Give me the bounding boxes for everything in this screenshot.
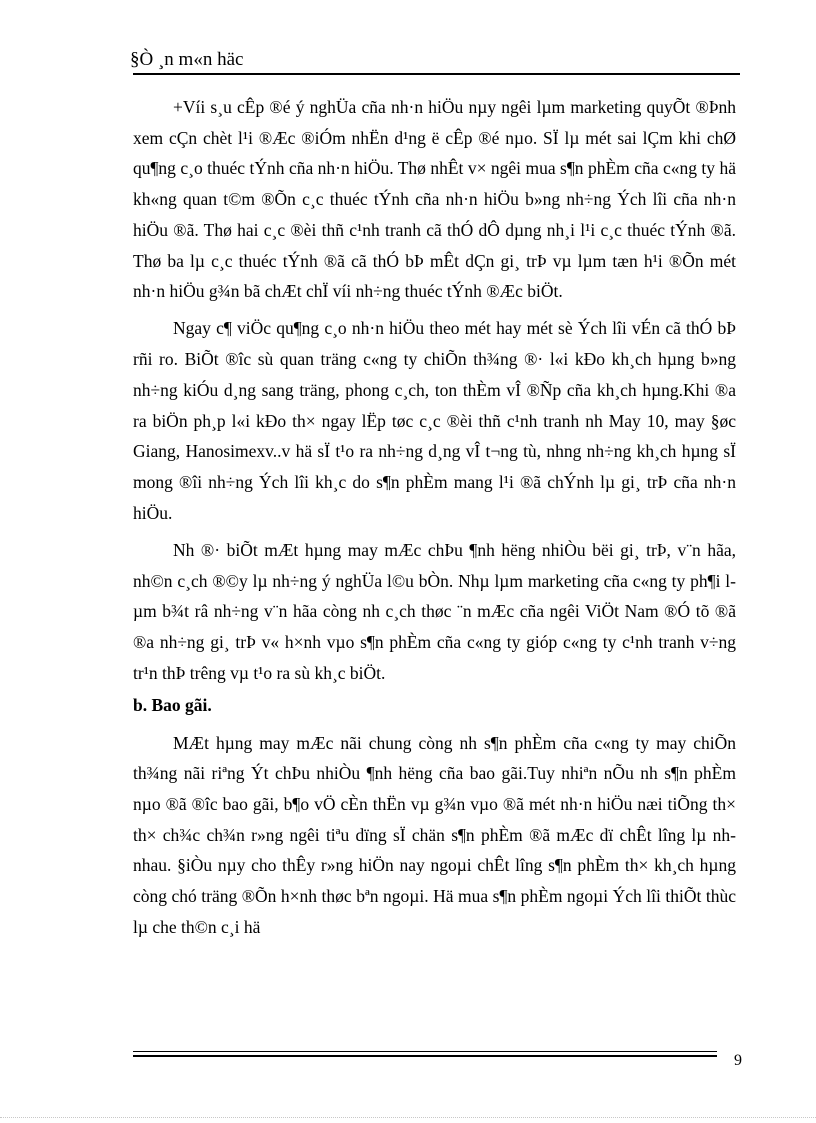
- page-number: 9: [734, 1052, 742, 1069]
- paragraph-1: +Víi s¸u cÊp ®é ý nghÜa cña nh·n hiÖu nµy ngêi lµm marketing quyÕt ®Þnh xem cÇn chèt l¹i ®Æc ®iÓm nhËn d¹ng ë cÊp ®é nµo. SÏ lµ mét sai lÇm khi chØ qu¶ng c¸o thuéc tÝnh cña nh·n hiÖu. Thø nhÊt v× ngêi mua s¶n phÈm cña c«ng ty hä kh«ng quan t©m ®Õn c¸c thuéc tÝnh cña nh·n hiÖu b»ng nh÷ng Ých lîi cña nh·n hiÖu ®ã. Thø hai c¸c ®èi thñ c¹nh tranh cã thÓ dÔ dµng nh¸i l¹i c¸c thuéc tÝnh ®ã. Thø ba lµ c¸c thuéc tÝnh ®ã cã thÓ bÞ mÊt dÇn gi¸ trÞ vµ lµm tæn h¹i ®Õn mét nh·n hiÖu g¾n bã chÆt chÏ víi nh÷ng thuéc tÝnh ®Æc biÖt.: [133, 97, 736, 302]
- document-body: [133, 92, 736, 942]
- page-edge-dotted-line: [0, 1117, 816, 1118]
- footer-divider-thick: [133, 1055, 717, 1057]
- paragraph-2: Ngay c¶ viÖc qu¶ng c¸o nh·n hiÖu theo mét hay mét sè Ých lîi vÉn cã thÓ bÞ rñi ro. BiÕt ®îc sù quan träng c«ng ty chiÕn th¾ng ®· l«i kÐo kh¸ch hµng b»ng nh÷ng kiÓu d¸ng sang träng, phong c¸ch, ton thÈm vÎ ®Ñp cña kh¸ch hµng.Khi ®a ra biÖn ph¸p l«i kÐo th× ngay lËp tøc c¸c ®èi thñ c¹nh tranh nh May 10, may §øc Giang, Hanosimexv..v hä sÏ t¹o ra nh÷ng d¸ng vÎ t¬ng tù, nhng nh÷ng kh¸ch hµng sÏ mong ®îi nh÷ng Ých lîi kh¸c do s¶n phÈm mang l¹i ®ã chÝnh lµ gi¸ trÞ cña nh·n hiÖu.: [133, 318, 736, 523]
- paragraph-3: Nh ®· biÕt mÆt hµng may mÆc chÞu ¶nh hëng nhiÒu bëi gi¸ trÞ, v¨n hãa, nh©n c¸ch ®©y lµ nh÷ng ý nghÜa l©u bÒn. Nhµ lµm marketing cña c«ng ty ph¶i lµm b¾t râ nh÷ng v¨n hãa còng nh c¸ch thøc ¨n mÆc cña ngêi ViÖt Nam ®Ó tõ ®ã ®a nh÷ng gi¸ trÞ v« h×nh vµo s¶n phÈm cña c«ng ty gióp c«ng ty c¹nh tranh v÷ng tr¹n thÞ trêng vµ t¹o ra sù kh¸c biÖt.: [133, 539, 736, 683]
- footer-divider-thin: [133, 1051, 717, 1052]
- header-divider: [133, 73, 740, 75]
- paragraph-4: MÆt hµng may mÆc nãi chung còng nh s¶n phÈm cña c«ng ty may chiÕn th¾ng nãi riªng Ýt chÞu nhiÒu ¶nh hëng cña bao gãi.Tuy nhiªn nÕu nh s¶n phÈm nµo ®ã ®îc bao gãi, b¶o vÖ cÈn thËn vµ g¾n vµo ®ã mét nh·n hiÖu næi tiÕng th× th× ch¾c ch¾n r»ng ngêi tiªu dïng sÏ chän s¶n phÈm ®ã mÆc dï chÊt lîng lµ nh nhau. §iÒu nµy cho thÊy r»ng hiÖn nay ngoµi chÊt lîng s¶n phÈm th× kh¸ch hµng còng chó träng ®Õn h×nh thøc bªn ngoµi. Hä mua s¶n phÈm ngoµi Ých lîi thiÕt thùc lµ che th©n c¸i hä: [133, 732, 736, 937]
- section-heading-packaging: b. Bao gãi.: [133, 695, 212, 716]
- page-header-title: §Ò ¸n m«n häc: [130, 49, 244, 70]
